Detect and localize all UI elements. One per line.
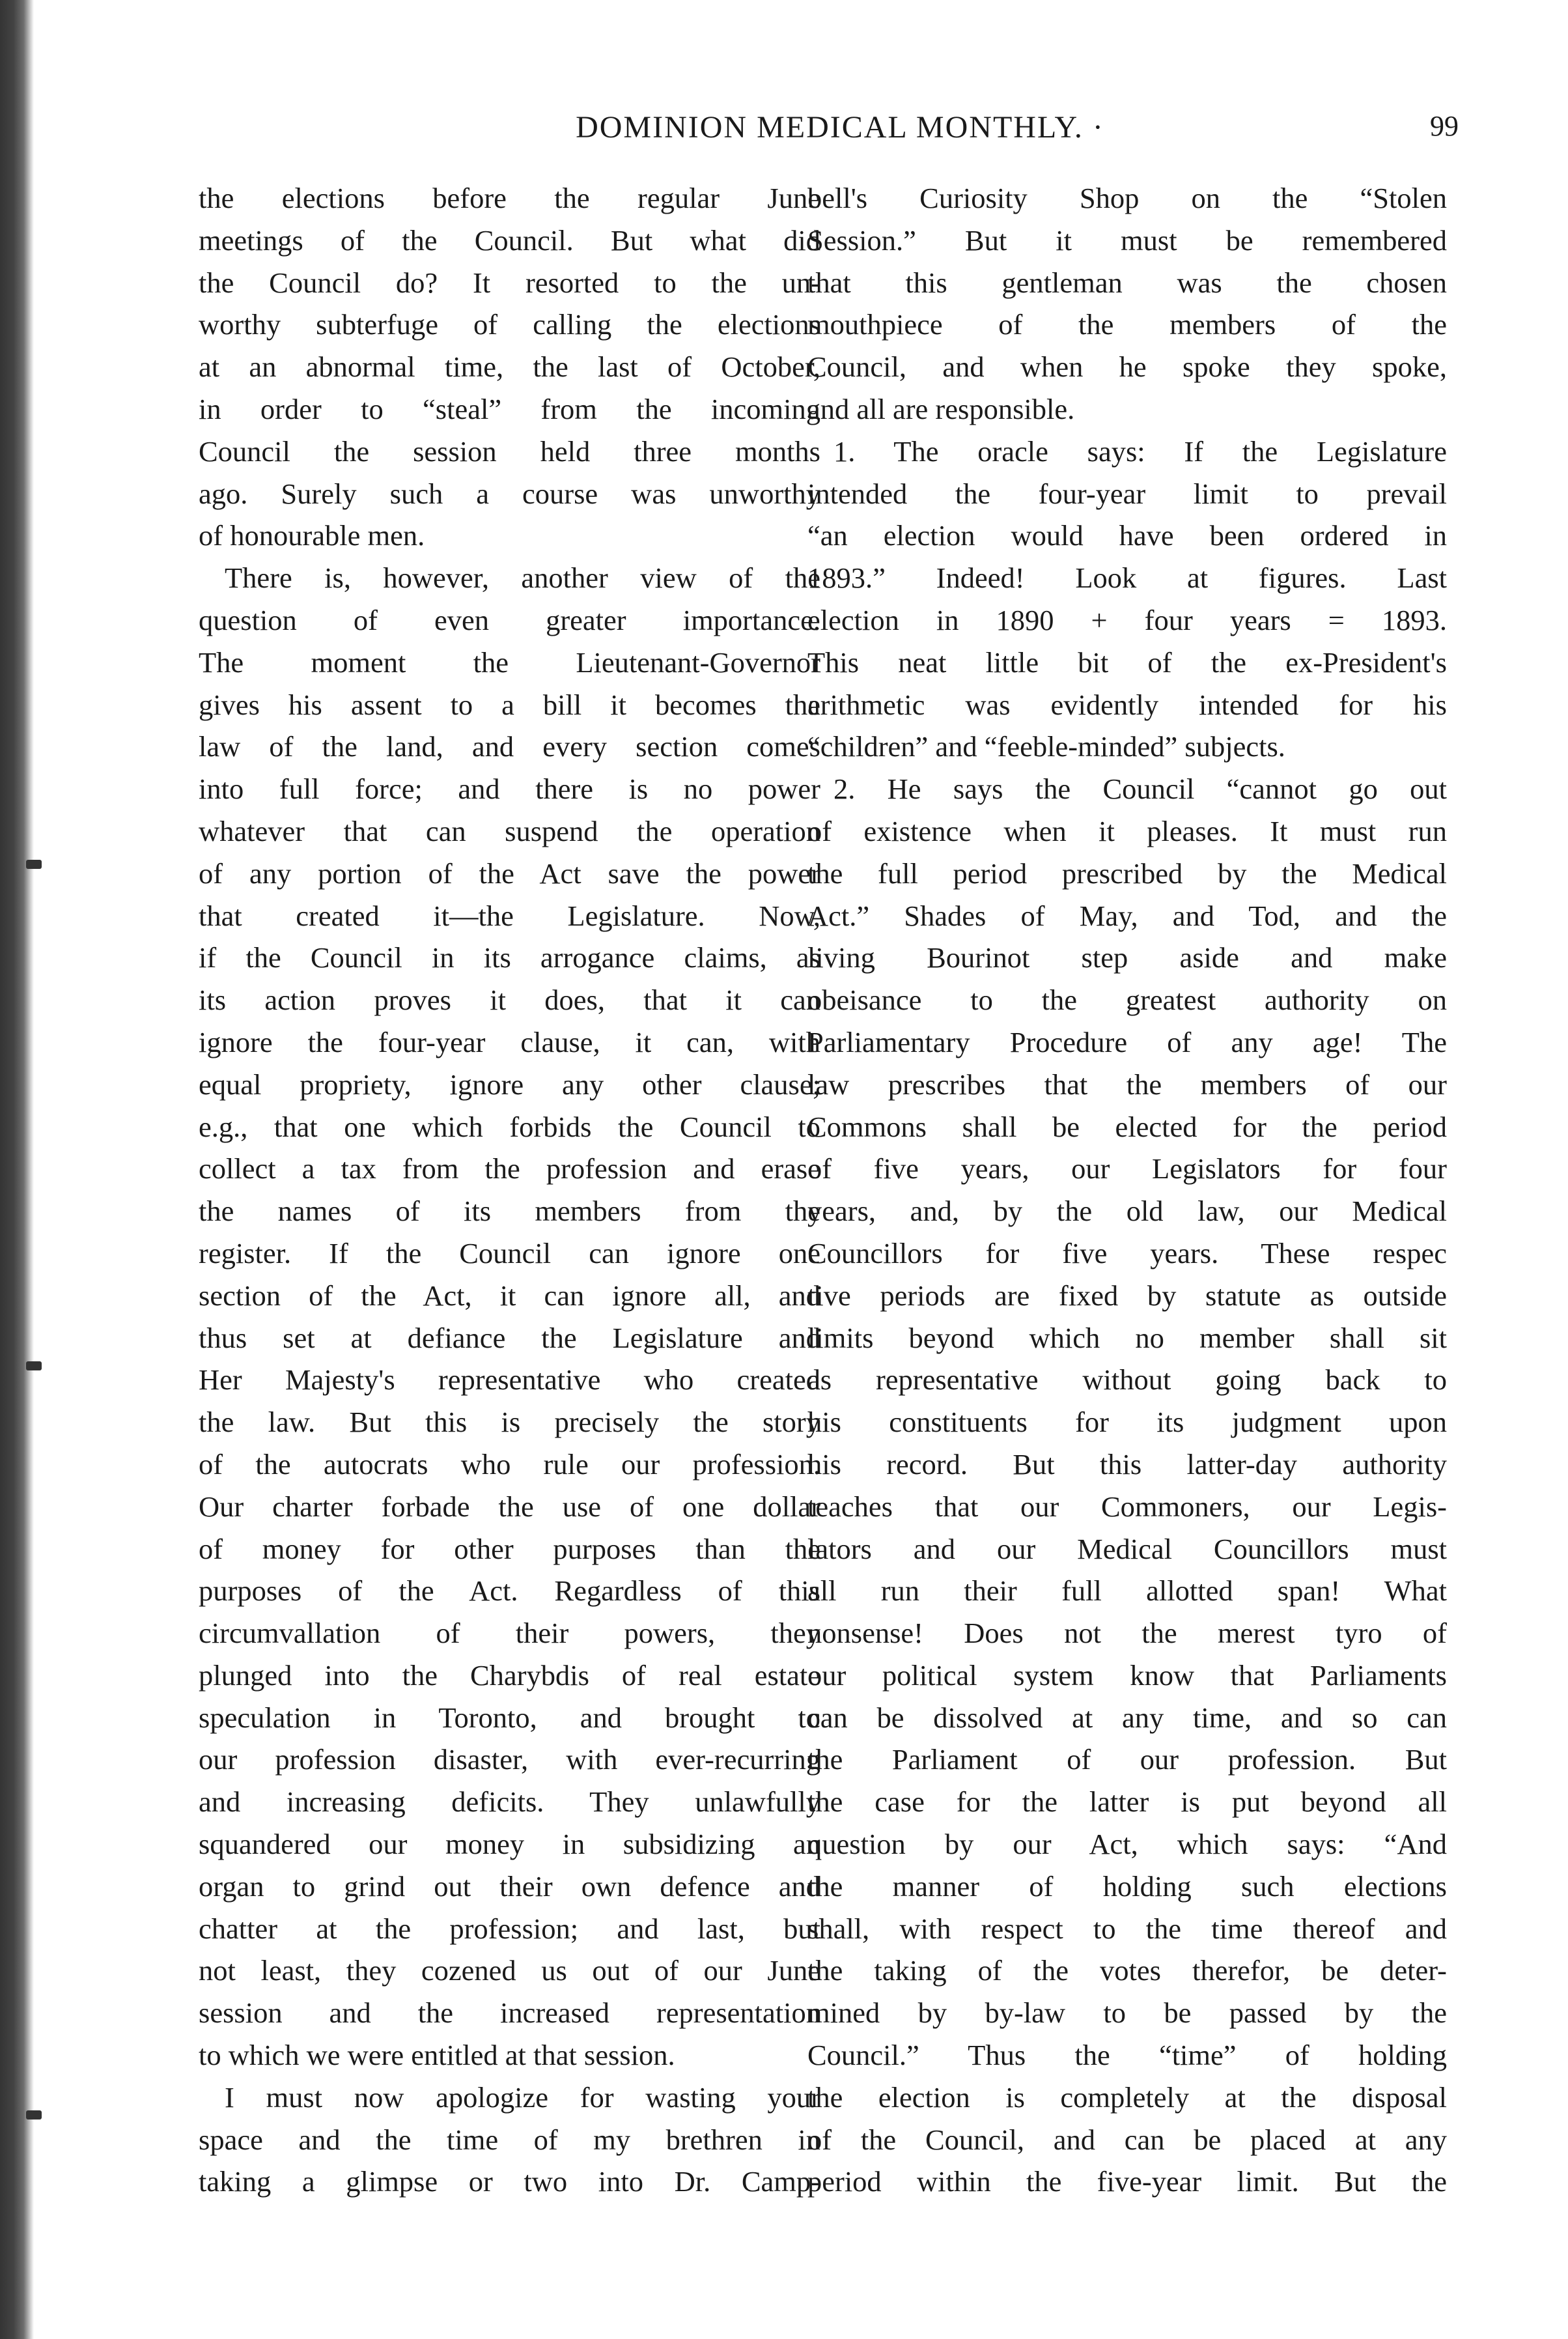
text-line: into full force; and there is no power [199, 773, 820, 806]
text-line: This neat little bit of the ex-President's [807, 645, 1447, 679]
text-line: the full period prescribed by the Medical [807, 857, 1447, 890]
text-line: can be dissolved at any time, and so can [807, 1701, 1447, 1734]
text-line: its action proves it does, that it can [199, 984, 820, 1017]
text-line: if the Council in its arrogance claims, as [199, 941, 820, 974]
text-line: that this gentleman was the chosen [807, 266, 1447, 299]
text-line: worthy subterfuge of calling the elections [199, 308, 820, 341]
text-line: session and the increased representation [199, 1996, 820, 2030]
text-line: 1893.” Indeed! Look at figures. Last [807, 561, 1447, 595]
page-number: 99 [1430, 110, 1459, 142]
text-line: in order to “steal” from the incoming [199, 392, 820, 425]
text-line: “an election would have been ordered in [807, 519, 1447, 552]
text-line: of any portion of the Act save the power [199, 857, 820, 890]
binding-mark [26, 1361, 42, 1370]
text-line: of existence when it pleases. It must run [807, 814, 1447, 847]
text-line: his constituents for its judgment upon [807, 1406, 1447, 1439]
text-line: of money for other purposes than the [199, 1532, 820, 1565]
text-line: the taking of the votes therefor, be deter- [807, 1954, 1447, 1987]
text-line: squandered our money in subsidizing an [199, 1828, 820, 1861]
text-line: Council, and when he spoke they spoke, [807, 350, 1447, 384]
text-line: election in 1890 + four years = 1893. [807, 603, 1447, 636]
text-line: arithmetic was evidently intended for his [807, 688, 1447, 721]
text-line: at an abnormal time, the last of October, [199, 350, 820, 384]
text-line: our political system know that Parliaments [807, 1658, 1447, 1692]
text-line: the names of its members from the [199, 1195, 820, 1228]
text-line: shall, with respect to the time thereof and [807, 1912, 1447, 1945]
text-line: of honourable men. [199, 519, 425, 552]
text-line: thus set at defiance the Legislature and [199, 1321, 820, 1354]
text-line: ignore the four-year clause, it can, with [199, 1025, 820, 1058]
text-line: organ to grind out their own defence and [199, 1869, 820, 1903]
binding-mark [26, 860, 42, 869]
binding-mark [26, 2110, 42, 2119]
text-line: period within the five-year limit. But the [807, 2165, 1447, 2198]
text-line: whatever that can suspend the operation [199, 814, 820, 847]
text-line: of the Council, and can be placed at any [807, 2123, 1447, 2156]
text-line: of the autocrats who rule our profession. [199, 1447, 820, 1481]
text-line: circumvallation of their powers, they [199, 1617, 820, 1650]
text-line: of five years, our Legislators for four [807, 1152, 1447, 1185]
text-line: section of the Act, it can ignore all, and [199, 1279, 820, 1312]
text-line: question of even greater importance. [199, 603, 820, 636]
text-line: to which we were entitled at that session. [199, 2039, 675, 2072]
text-line: 2. He says the Council “cannot go out [833, 773, 1447, 806]
text-line: intended the four-year limit to prevail [807, 477, 1447, 510]
binding-edge-shadow [0, 0, 34, 2339]
text-line: that created it—the Legislature. Now, [199, 899, 820, 932]
text-line: teaches that our Commoners, our Legis- [807, 1490, 1447, 1523]
text-line: collect a tax from the profession and erase [199, 1152, 820, 1185]
text-line: “children” and “feeble-minded” subjects. [807, 730, 1285, 763]
text-line: speculation in Toronto, and brought to [199, 1701, 820, 1734]
text-line: his record. But this latter-day authority [807, 1447, 1447, 1481]
text-line: obeisance to the greatest authority on [807, 984, 1447, 1017]
text-line: the Council do? It resorted to the un- [199, 266, 820, 299]
text-line: mouthpiece of the members of the [807, 308, 1447, 341]
text-line: law prescribes that the members of our [807, 1068, 1447, 1101]
text-line: Parliamentary Procedure of any age! The [807, 1025, 1447, 1058]
text-line: The moment the Lieutenant-Governor [199, 645, 820, 679]
text-line: ago. Surely such a course was unworthy [199, 477, 820, 510]
right-column [807, 177, 1447, 2203]
text-line: the manner of holding such elections [807, 1869, 1447, 1903]
text-line: the elections before the regular June [199, 182, 820, 214]
text-line: question by our Act, which says: “And [807, 1828, 1447, 1861]
text-line: bell's Curiosity Shop on the “Stolen [807, 182, 1447, 214]
text-line: Session.” But it must be remembered [807, 223, 1447, 257]
text-line: nonsense! Does not the merest tyro of [807, 1617, 1447, 1650]
text-line: I must now apologize for wasting your [225, 2080, 820, 2114]
text-line: Councillors for five years. These respec [807, 1236, 1447, 1269]
text-line: plunged into the Charybdis of real estate [199, 1658, 820, 1692]
text-line: space and the time of my brethren in [199, 2123, 820, 2156]
text-line: the law. But this is precisely the story [199, 1406, 820, 1439]
running-head: DOMINION MEDICAL MONTHLY. · [576, 110, 1104, 145]
text-line: chatter at the profession; and last, but [199, 1912, 820, 1945]
text-line: the Parliament of our profession. But [807, 1743, 1447, 1776]
text-line: Council the session held three months [199, 434, 820, 468]
text-line: Her Majesty's representative who created [199, 1363, 820, 1396]
text-line: gives his assent to a bill it becomes the [199, 688, 820, 721]
text-line: There is, however, another view of the [225, 561, 820, 595]
text-line: the case for the latter is put beyond all [807, 1785, 1447, 1819]
text-line: our profession disaster, with ever-recurring [199, 1743, 820, 1776]
text-line: meetings of the Council. But what did [199, 223, 820, 257]
text-line: law of the land, and every section comes [199, 730, 820, 763]
text-line: all run their full allotted span! What [807, 1574, 1447, 1608]
text-line: as representative without going back to [807, 1363, 1447, 1396]
text-line: equal propriety, ignore any other clause; [199, 1068, 820, 1101]
text-line: not least, they cozened us out of our June [199, 1954, 820, 1987]
text-line: register. If the Council can ignore one [199, 1236, 820, 1269]
text-line: the election is completely at the disposal [807, 2080, 1447, 2114]
text-line: 1. The oracle says: If the Legislature [833, 434, 1447, 468]
text-line: limits beyond which no member shall sit [807, 1321, 1447, 1354]
text-line: purposes of the Act. Regardless of this [199, 1574, 820, 1608]
text-line: and increasing deficits. They unlawfully [199, 1785, 820, 1819]
left-column [199, 177, 820, 2203]
text-line: living Bourinot step aside and make [807, 941, 1447, 974]
text-line: Our charter forbade the use of one dollar [199, 1490, 820, 1523]
text-line: taking a glimpse or two into Dr. Camp- [199, 2165, 820, 2198]
text-line: Act.” Shades of May, and Tod, and the [807, 899, 1447, 932]
text-line: mined by by-law to be passed by the [807, 1996, 1447, 2030]
text-line: lators and our Medical Councillors must [807, 1532, 1447, 1565]
text-line: tive periods are fixed by statute as outside [807, 1279, 1447, 1312]
text-line: Commons shall be elected for the period [807, 1110, 1447, 1143]
text-line: Council.” Thus the “time” of holding [807, 2039, 1447, 2072]
text-line: and all are responsible. [807, 392, 1075, 425]
text-line: years, and, by the old law, our Medical [807, 1195, 1447, 1228]
text-line: e.g., that one which forbids the Council to [199, 1110, 820, 1143]
